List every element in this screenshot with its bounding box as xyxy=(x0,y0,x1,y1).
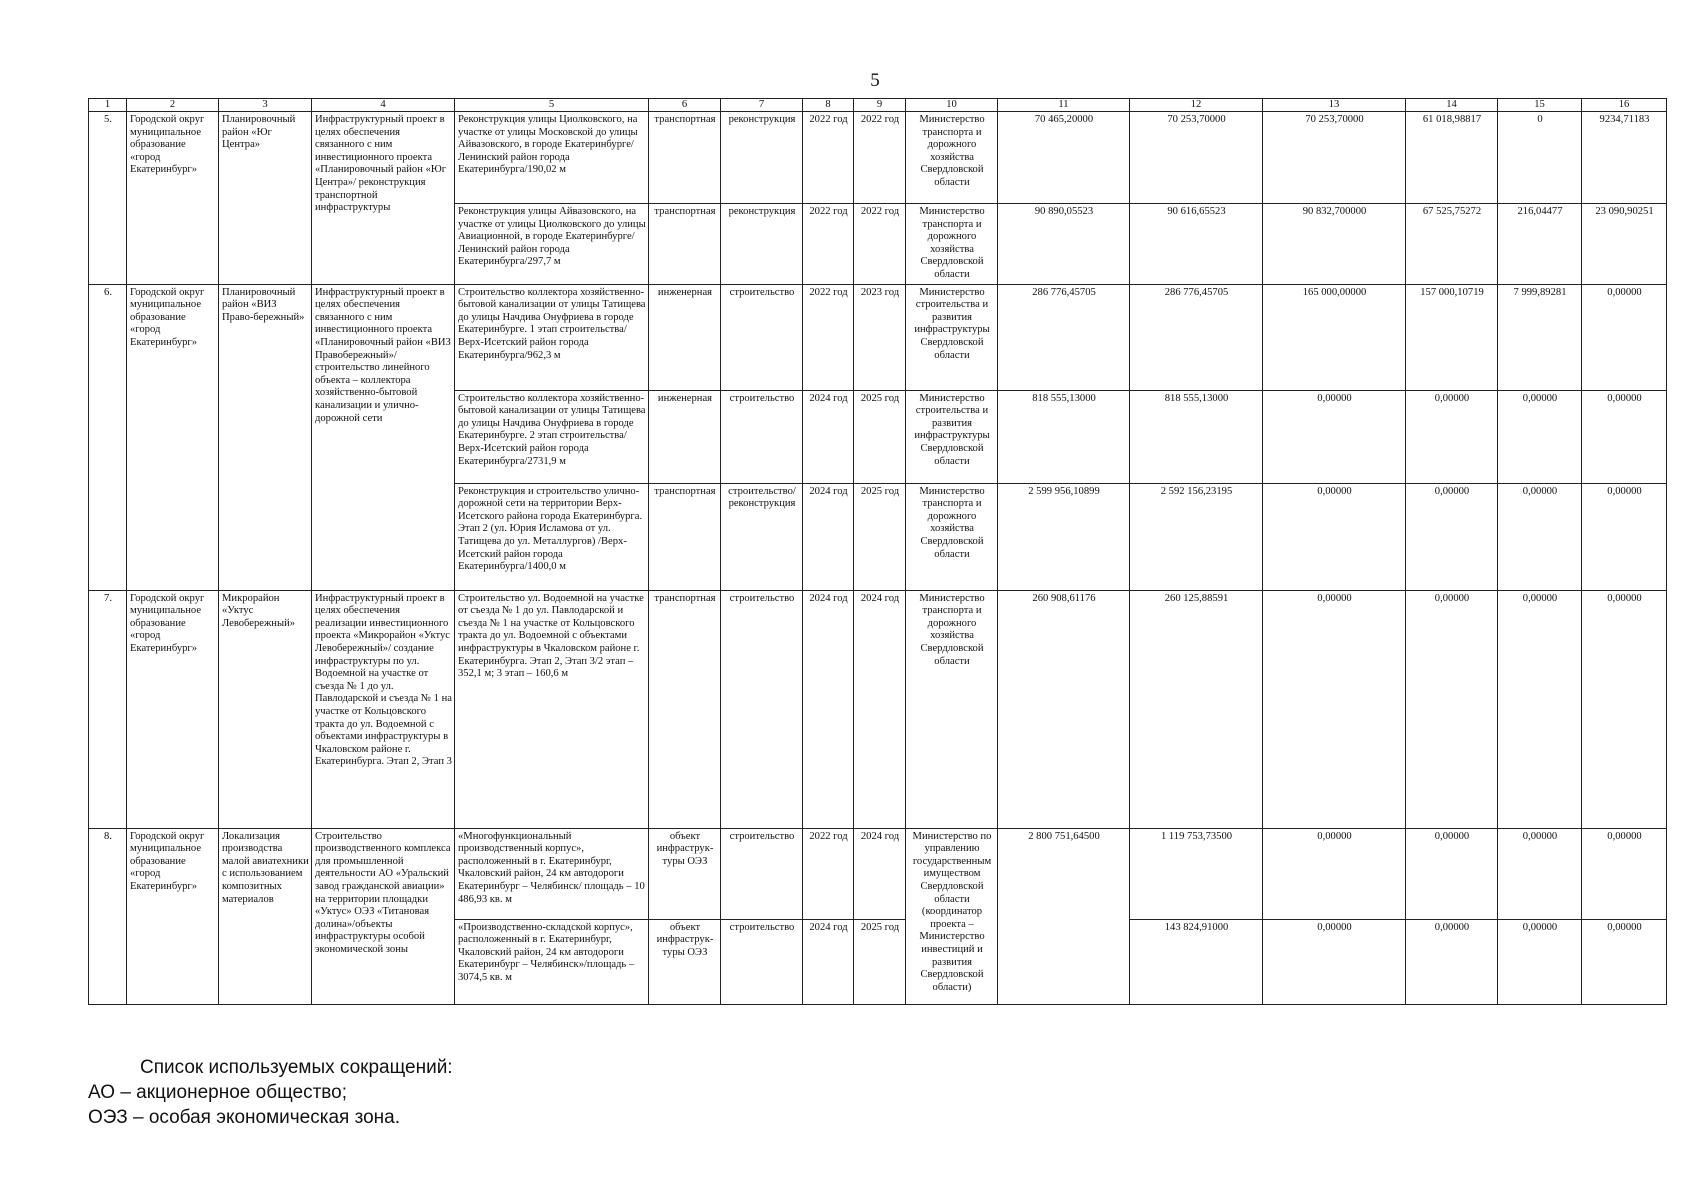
type-cell: транспортная xyxy=(649,112,721,204)
abbreviations-list xyxy=(88,1055,453,1130)
amount-cell: 23 090,90251 xyxy=(1582,204,1667,285)
column-number-row xyxy=(89,99,1667,112)
end-year-cell: 2025 год xyxy=(854,919,906,1004)
type-cell: инженерная xyxy=(649,284,721,390)
object-cell: Строительство коллектора хозяйственно-бытовой канализации от улицы Татищева до улицы Начдива Онуфриева в городе Екатеринбурге. 1 этап строительства/Верх-Исетский район города Екатеринбурга/962,3 м xyxy=(455,284,649,390)
amount-cell: 90 616,65523 xyxy=(1130,204,1263,285)
amount-cell: 0,00000 xyxy=(1582,284,1667,390)
amount-cell: 0,00000 xyxy=(1498,919,1582,1004)
amount-cell: 0,00000 xyxy=(1406,390,1498,483)
amount-cell: 2 599 956,10899 xyxy=(998,483,1130,590)
amount-cell: 143 824,91000 xyxy=(1130,919,1263,1004)
amount-cell: 0,00000 xyxy=(1263,390,1406,483)
start-year-cell: 2024 год xyxy=(803,390,854,483)
column-header: 2 xyxy=(127,99,219,112)
district-cell: Планировочный район «ВИЗ Право-бережный» xyxy=(219,284,312,590)
project-cell: Инфраструктурный проект в целях обеспечения реализации инвестиционного проекта «Микрорайон «Уктус Левобережный»/ создание инфраструктуры по ул. Водоемной на участке от съезда № 1 до ул. Павлодарской и съезда № 1 на участке от Кольцовского тракта до ул. Водоемной с объектами инфраструктуры в Чкаловском районе г. Екатеринбурга. Этап 2, Этап 3 xyxy=(312,590,455,828)
municipality-cell: Городской округ муниципальное образование «город Екатеринбург» xyxy=(127,112,219,285)
amount-cell: 0,00000 xyxy=(1406,828,1498,919)
end-year-cell: 2022 год xyxy=(854,204,906,285)
row-number: 6. xyxy=(89,284,127,590)
end-year-cell: 2024 год xyxy=(854,590,906,828)
work-cell: строительство/ реконструкция xyxy=(721,483,803,590)
object-cell: Реконструкция улицы Айвазовского, на участке от улицы Циолковского до улицы Авиационной, в городе Екатеринбурге/Ленинский район города Екатеринбурга/297,7 м xyxy=(455,204,649,285)
column-header: 4 xyxy=(312,99,455,112)
amount-cell: 2 800 751,64500 xyxy=(998,828,1130,1004)
amount-cell: 260 125,88591 xyxy=(1130,590,1263,828)
column-header: 14 xyxy=(1406,99,1498,112)
object-cell: Реконструкция и строительство улично-дорожной сети на территории Верх-Исетского района города Екатеринбурга. Этап 2 (ул. Юрия Исламова от ул. Татищева до ул. Металлургов) /Верх-Исетский район города Екатеринбурга/1400,0 м xyxy=(455,483,649,590)
type-cell: транспортная xyxy=(649,590,721,828)
end-year-cell: 2023 год xyxy=(854,284,906,390)
amount-cell: 0 xyxy=(1498,112,1582,204)
amount-cell: 70 253,70000 xyxy=(1130,112,1263,204)
amount-cell: 0,00000 xyxy=(1498,828,1582,919)
amount-cell: 0,00000 xyxy=(1263,828,1406,919)
district-cell: Локализация производства малой авиатехники с использованием композитных материалов xyxy=(219,828,312,1004)
district-cell: Микрорайон «Уктус Левобережный» xyxy=(219,590,312,828)
amount-cell: 70 253,70000 xyxy=(1263,112,1406,204)
column-header: 6 xyxy=(649,99,721,112)
start-year-cell: 2024 год xyxy=(803,483,854,590)
amount-cell: 818 555,13000 xyxy=(998,390,1130,483)
end-year-cell: 2022 год xyxy=(854,112,906,204)
ministry-cell: Министерство строительства и развития инфраструктуры Свердловской области xyxy=(906,284,998,390)
type-cell: объект инфраструк-туры ОЭЗ xyxy=(649,919,721,1004)
table-row xyxy=(89,590,1667,828)
work-cell: строительство xyxy=(721,919,803,1004)
end-year-cell: 2025 год xyxy=(854,483,906,590)
project-cell: Инфраструктурный проект в целях обеспечения связанного с ним инвестиционного проекта «Планировочный район «ВИЗ Правобережный»/ строительство линейного объекта – коллектора хозяйственно-бытовой канализации и улично-дорожной сети xyxy=(312,284,455,590)
amount-cell: 90 890,05523 xyxy=(998,204,1130,285)
amount-cell: 0,00000 xyxy=(1498,590,1582,828)
amount-cell: 165 000,00000 xyxy=(1263,284,1406,390)
row-number: 8. xyxy=(89,828,127,1004)
work-cell: реконструкция xyxy=(721,112,803,204)
table-row xyxy=(89,112,1667,204)
start-year-cell: 2024 год xyxy=(803,590,854,828)
column-header: 5 xyxy=(455,99,649,112)
investment-projects-table xyxy=(88,98,1667,1005)
row-number: 5. xyxy=(89,112,127,285)
amount-cell: 0,00000 xyxy=(1406,919,1498,1004)
column-header: 16 xyxy=(1582,99,1667,112)
amount-cell: 0,00000 xyxy=(1582,390,1667,483)
column-header: 13 xyxy=(1263,99,1406,112)
amount-cell: 61 018,98817 xyxy=(1406,112,1498,204)
start-year-cell: 2022 год xyxy=(803,284,854,390)
work-cell: строительство xyxy=(721,590,803,828)
amount-cell: 0,00000 xyxy=(1582,483,1667,590)
amount-cell: 0,00000 xyxy=(1582,828,1667,919)
type-cell: транспортная xyxy=(649,204,721,285)
abbreviation-line: ОЭЗ – особая экономическая зона. xyxy=(88,1107,401,1128)
amount-cell: 286 776,45705 xyxy=(998,284,1130,390)
start-year-cell: 2022 год xyxy=(803,828,854,919)
column-header: 8 xyxy=(803,99,854,112)
column-header: 11 xyxy=(998,99,1130,112)
object-cell: Реконструкция улицы Циолковского, на участке от улицы Московской до улицы Айвазовского, в городе Екатеринбурге/Ленинский район города Екатеринбурга/190,02 м xyxy=(455,112,649,204)
work-cell: реконструкция xyxy=(721,204,803,285)
table-row xyxy=(89,284,1667,390)
ministry-cell: Министерство транспорта и дорожного хозяйства Свердловской области xyxy=(906,590,998,828)
column-header: 9 xyxy=(854,99,906,112)
amount-cell: 0,00000 xyxy=(1263,590,1406,828)
column-header: 7 xyxy=(721,99,803,112)
type-cell: объект инфраструк-туры ОЭЗ xyxy=(649,828,721,919)
work-cell: строительство xyxy=(721,390,803,483)
ministry-cell: Министерство транспорта и дорожного хозяйства Свердловской области xyxy=(906,204,998,285)
page-number: 5 xyxy=(870,70,880,91)
object-cell: «Производственно-складской корпус», расположенный в г. Екатеринбург, Чкаловский район, 24 км автодороги Екатеринбург – Челябинск»/площадь – 3074,5 кв. м xyxy=(455,919,649,1004)
start-year-cell: 2022 год xyxy=(803,204,854,285)
table-row xyxy=(89,828,1667,919)
row-number: 7. xyxy=(89,590,127,828)
amount-cell: 0,00000 xyxy=(1406,590,1498,828)
municipality-cell: Городской округ муниципальное образование «город Екатеринбург» xyxy=(127,590,219,828)
amount-cell: 1 119 753,73500 xyxy=(1130,828,1263,919)
column-header: 1 xyxy=(89,99,127,112)
ministry-cell: Министерство строительства и развития инфраструктуры Свердловской области xyxy=(906,390,998,483)
amount-cell: 9234,71183 xyxy=(1582,112,1667,204)
start-year-cell: 2024 год xyxy=(803,919,854,1004)
amount-cell: 90 832,700000 xyxy=(1263,204,1406,285)
amount-cell: 157 000,10719 xyxy=(1406,284,1498,390)
work-cell: строительство xyxy=(721,284,803,390)
amount-cell: 0,00000 xyxy=(1582,919,1667,1004)
amount-cell: 216,04477 xyxy=(1498,204,1582,285)
ministry-cell: Министерство транспорта и дорожного хозяйства Свердловской области xyxy=(906,112,998,204)
column-header: 15 xyxy=(1498,99,1582,112)
amount-cell: 0,00000 xyxy=(1498,390,1582,483)
project-cell: Строительство производственного комплекса для промышленной деятельности АО «Уральский завод гражданской авиации» на территории площадки «Уктус» ОЭЗ «Титановая долина»/объекты инфраструктуры особой экономической зоны xyxy=(312,828,455,1004)
amount-cell: 0,00000 xyxy=(1263,919,1406,1004)
amount-cell: 7 999,89281 xyxy=(1498,284,1582,390)
start-year-cell: 2022 год xyxy=(803,112,854,204)
amount-cell: 0,00000 xyxy=(1582,590,1667,828)
end-year-cell: 2025 год xyxy=(854,390,906,483)
object-cell: Строительство ул. Водоемной на участке от съезда № 1 до ул. Павлодарской и съезда № 1 на участке от Кольцовского тракта до ул. Водоемной с объектами инфраструктуры в Чкаловском районе г. Екатеринбурга. Этап 2, Этап 3/2 этап – 352,1 м; 3 этап – 160,6 м xyxy=(455,590,649,828)
amount-cell: 286 776,45705 xyxy=(1130,284,1263,390)
amount-cell: 0,00000 xyxy=(1406,483,1498,590)
amount-cell: 0,00000 xyxy=(1498,483,1582,590)
object-cell: «Многофункциональный производственный корпус», расположенный в г. Екатеринбург, Чкаловский район, 24 км автодороги Екатеринбург – Челябинск/ площадь – 10 486,93 кв. м xyxy=(455,828,649,919)
amount-cell: 70 465,20000 xyxy=(998,112,1130,204)
work-cell: строительство xyxy=(721,828,803,919)
project-cell: Инфраструктурный проект в целях обеспечения связанного с ним инвестиционного проекта «Планировочный район «Юг Центра»/ реконструкция транспортной инфраструктуры xyxy=(312,112,455,285)
type-cell: инженерная xyxy=(649,390,721,483)
type-cell: транспортная xyxy=(649,483,721,590)
ministry-cell: Министерство по управлению государственным имуществом Свердловской области (координатор проекта – Министерство инвестиций и развития Свердловской области) xyxy=(906,828,998,1004)
ministry-cell: Министерство транспорта и дорожного хозяйства Свердловской области xyxy=(906,483,998,590)
municipality-cell: Городской округ муниципальное образование «город Екатеринбург» xyxy=(127,828,219,1004)
abbreviation-line: АО – акционерное общество; xyxy=(88,1082,347,1103)
amount-cell: 67 525,75272 xyxy=(1406,204,1498,285)
column-header: 3 xyxy=(219,99,312,112)
column-header: 10 xyxy=(906,99,998,112)
abbreviations-title: Список используемых сокращений: xyxy=(140,1057,453,1078)
end-year-cell: 2024 год xyxy=(854,828,906,919)
column-header: 12 xyxy=(1130,99,1263,112)
amount-cell: 0,00000 xyxy=(1263,483,1406,590)
amount-cell: 260 908,61176 xyxy=(998,590,1130,828)
municipality-cell: Городской округ муниципальное образование «город Екатеринбург» xyxy=(127,284,219,590)
amount-cell: 818 555,13000 xyxy=(1130,390,1263,483)
amount-cell: 2 592 156,23195 xyxy=(1130,483,1263,590)
district-cell: Планировочный район «Юг Центра» xyxy=(219,112,312,285)
object-cell: Строительство коллектора хозяйственно-бытовой канализации от улицы Татищева до улицы Начдива Онуфриева в городе Екатеринбурге. 2 этап строительства/Верх-Исетский район города Екатеринбурга/2731,9 м xyxy=(455,390,649,483)
